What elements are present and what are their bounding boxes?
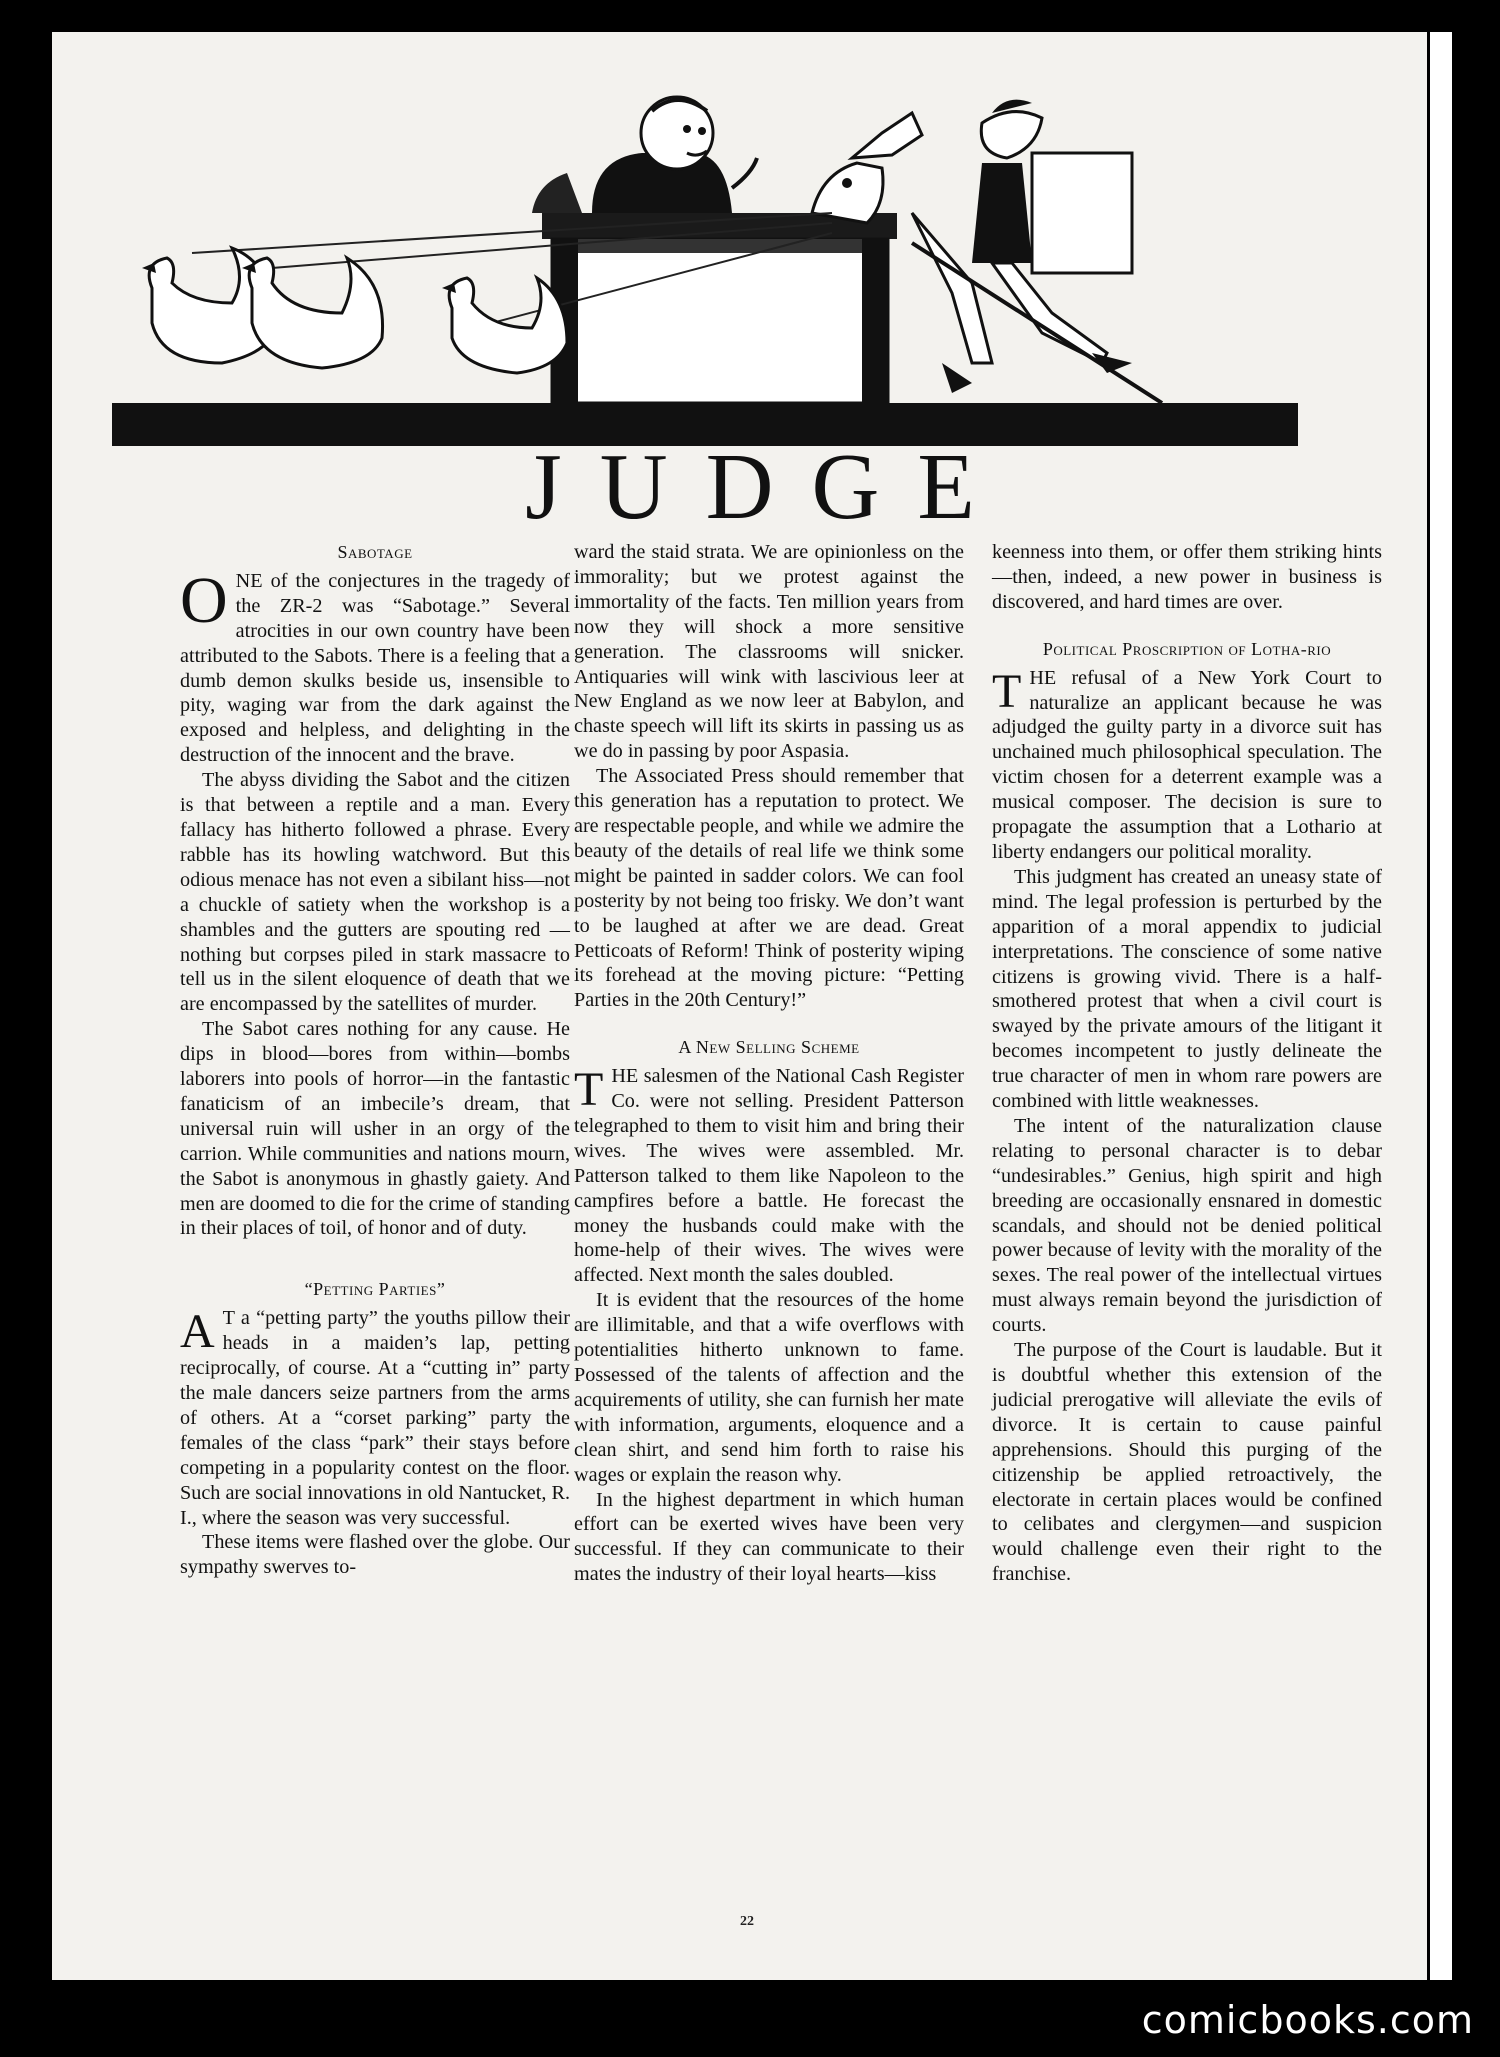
masthead-illustration: [112, 63, 1298, 446]
article-paragraph: It is evident that the resources of the home are illimitable, and that a wife overflows with potentialities hitherto unknown to fame. Possessed of the talents of affection and the acquirements of utility, she can furnish her mate with information, arguments, eloquence and a clean shirt, and send him forth to raise his wages or explain the reason why.: [574, 1289, 964, 1486]
article-paragraph: keenness into them, or offer them striking hints—then, indeed, a new power in business is discovered, and hard times are over.: [992, 541, 1382, 613]
article-paragraph: A T a “petting party” the youths pillow their heads in a maiden’s lap, petting reciprocally, of course. At a “cutting in” party the male dancers seize partners from the arms of others. At a “corset parking” party the females of the class “park” their stays before competing in a popularity contest on the floor. Such are social innovations in old Nantucket, R. I., where the season was very successful.: [180, 1305, 570, 1529]
column-2: [574, 540, 964, 1587]
drop-cap: A: [180, 1305, 215, 1359]
article-paragraph: The Sabot cares nothing for any cause. He dips in blood—bores from within—bombs laborers into pools of horror—in the fantastic fanaticism of an imbecile’s dream, that universal ruin will usher in an orgy of the carrion. While communities and nations mourn, the Sabot is anonymous in ghastly gaiety. And men are doomed to die for the crime of standing in their places of toil, of honor and of duty.: [180, 1018, 570, 1240]
watermark: comicbooks.com: [1141, 1998, 1474, 2042]
article-heading: Sabotage: [337, 542, 413, 562]
article-paragraph: The purpose of the Court is laudable. But it is doubtful whether this extension of the judicial prerogative will alleviate the evils of divorce. It is certain to cause painful apprehensions. Should this purging of the citizenship be applied retroactively, the electorate in certain places would be confined to celibates and clergymen—and suspicion would challenge even their right to the franchise.: [992, 1339, 1382, 1586]
man-at-desk-drawing: [592, 97, 757, 213]
article-heading: A New Selling Scheme: [678, 1037, 860, 1058]
drop-cap: O: [180, 563, 228, 637]
chair-drawing: [532, 173, 582, 213]
article-paragraph: The abyss dividing the Sabot and the citizen is that between a reptile and a man. Every fallacy has hitherto followed a phrase. Every rabble has its howling watchword. But this odious menace has not even a sibilant hiss—not a chuckle of satiety when the workshop is a shambles and the gutters are spouting red —nothing but corpses piled in stark massacre to tell us in the silent eloquence of death that we are encompassed by the satellites of murder.: [180, 769, 570, 1016]
geese-beaks: [142, 263, 456, 293]
article-paragraph: ONE of the conjectures in the tragedy of the ZR-2 was “Sabotage.” Several atrocities in our own country have been attributed to the Sabots. There is a feeling that a dumb demon skulks beside us, insensible to pity, waging war from the dark against the exposed and helpless, and delighting in the destruction of the innocent and the brave.: [180, 563, 570, 767]
article-paragraph: The intent of the naturalization clause relating to personal character is to debar “undesirables.” Genius, high spirit and high breeding are occasionally ensnared in domestic scandals, and should not be denied political power because of levity with the morality of the sexes. The real power of the intellectual virtues must always remain beyond the jurisdiction of courts.: [992, 1114, 1382, 1337]
article-heading: Political Proscription of Lotha-rio: [1042, 638, 1332, 659]
article-paragraph: In the highest department in which human effort can be exerted wives have been very successful. If they can communicate to their mates the industry of their loyal hearts—kiss: [574, 1488, 964, 1586]
article-paragraph: THE refusal of a New York Court to naturalize an applicant because he was adjudged the guilty party in a divorce suit has unchained much philosophical speculation. The victim chosen for a deterrent example was a musical composer. The decision is sure to propagate the assumption that a Lothario at liberty endangers our political morality.: [992, 664, 1382, 863]
drop-cap: T: [992, 664, 1022, 718]
column-3: [992, 540, 1382, 1587]
page-number: 22: [740, 1914, 754, 1929]
article-heading: “Petting Parties”: [304, 1279, 446, 1300]
article-paragraph: This judgment has created an uneasy state of mind. The legal profession is perturbed by the apparition of a moral appendix to judicial interpretations. The conscience of some native citizens is growing vivid. There is a half-smothered protest that when a civil court is swayed by the private amours of the litigant it becomes incompetent to justly delineate the true character of men in whom rare powers are combined with little weaknesses.: [992, 865, 1382, 1113]
geese-drawing: [149, 248, 567, 373]
magazine-title: JUDGE: [525, 435, 1013, 539]
article-paragraph: ward the staid strata. We are opinionless on the immorality; but we protest against the immortality of the facts. Ten million years from now they will shock a more sensitive generation. The classrooms will snicker. Antiquaries will wink with lascivious leer at New England as we now leer at Babylon, and chaste speech will lift its skirts in passing us as we do in passing by poor Aspasia.: [574, 541, 964, 763]
page-edge: [1427, 32, 1452, 1980]
article-paragraph: The Associated Press should remember that this generation has a reputation to protect. We are respectable people, and while we admire the beauty of the details of real life we think some might be painted in sadder colors. We can fool posterity by not being too frisky. We don’t want to be laughed at after we are dead. Great Petticoats of Reform! Think of posterity wiping its forehead at the moving picture: “Petting Parties in the 20th Century!”: [574, 765, 964, 1012]
column-1: [180, 540, 570, 1580]
article-paragraph: THE salesmen of the National Cash Register Co. were not selling. President Patterson telegraphed to them to visit him and bring their wives. The wives were assembled. Mr. Patterson talked to them like Napoleon to the campfires before a battle. He forecast the money the husbands could make with the home-help of their wives. The wives were affected. Next month the sales doubled.: [574, 1063, 964, 1287]
article-paragraph: These items were flashed over the globe. Our sympathy swerves to-: [180, 1531, 570, 1579]
drop-cap: T: [574, 1063, 604, 1117]
